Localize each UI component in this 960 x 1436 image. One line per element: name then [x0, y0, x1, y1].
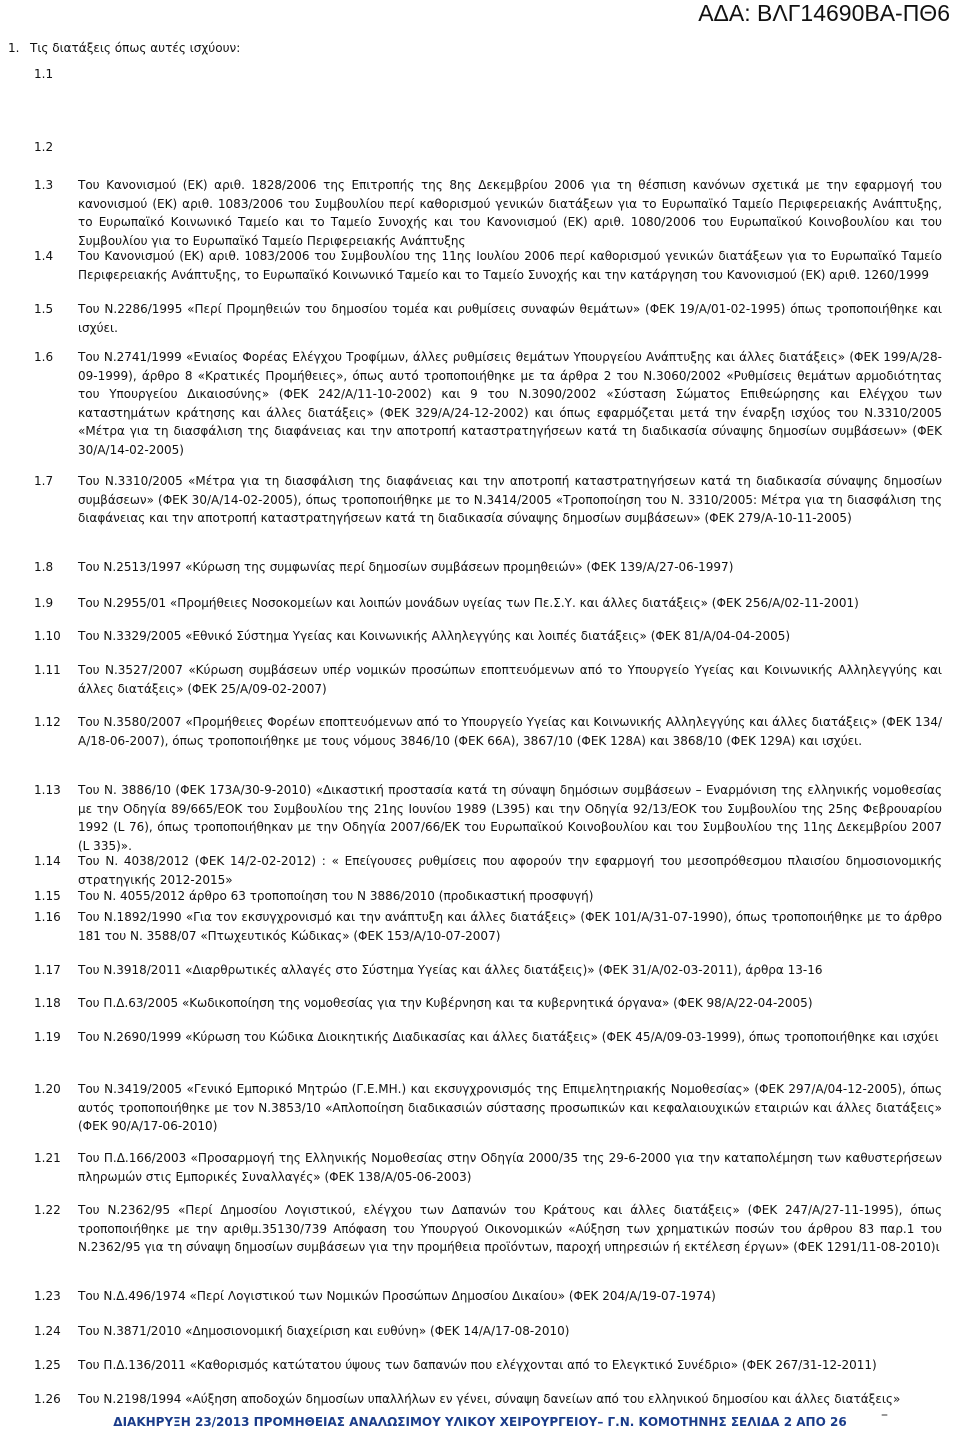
- item-number: 1.11: [34, 663, 61, 677]
- item-number: 1.14: [34, 854, 61, 868]
- item-number: 1.21: [34, 1151, 61, 1165]
- page-footer: ΔΙΑΚΗΡΥΞΗ 23/2013 ΠΡΟΜΗΘΕΙΑΣ ΑΝΑΛΩΣΙΜΟΥ ΥΛΙΚΟΥ ΧΕΙΡΟΥΡΓΕΙΟΥ– Γ.Ν. ΚΟΜΟΤΗΝΗΣ ΣΕΛΙΔΑ 2 ΑΠΟ 26: [113, 1415, 847, 1429]
- item-text: Του Π.Δ.63/2005 «Κωδικοποίηση της νομοθεσίας για την Κυβέρνηση και τα κυβερνητικά όργανα» (ΦΕΚ 98/Α/22-04-2005): [78, 996, 813, 1010]
- item-number: 1.4: [34, 249, 54, 263]
- item-text: Του Ν.3310/2005 «Μέτρα για τη διασφάλιση της διαφάνειας και την αποτροπή καταστρατηγήσεων κατά τη διαδικασία σύναψης δημοσίων συμβάσεων» (ΦΕΚ 30/Α/14-02-2005), όπως τροποποιήθηκε με το Ν.3414/2005 «Τροποποίηση του Ν. 3310/2005: Μέτρα για τη διασφάλιση της διαφάνειας και την αποτροπή καταστρατηγήσεων κατά τη διαδικασία σύναψης δημοσίων συμβάσεων» (ΦΕΚ 279/Α-10-11-2005): [78, 474, 942, 525]
- item-number: 1.23: [34, 1289, 61, 1303]
- item-text: Του Ν.2362/95 «Περί Δημοσίου Λογιστικού, ελέγχου των Δαπανών του Κράτους και άλλες διατάξεις» (ΦΕΚ 247/Α/27-11-1995), όπως τροποποιήθηκε με την αριθμ.35130/739 Απόφαση του Υπουργού Οικονομικών «Αύξηση των χρηματικών ποσών του άρθρου 83 παρ.1 του Ν.2362/95 για τη σύναψη δημοσίων συμβάσεων για την προμήθεια προϊόντων, παροχή υπηρεσιών ή εκτέλεση έργων» (ΦΕΚ 1291/11-08-2010)ι: [78, 1203, 942, 1254]
- item-number: 1.22: [34, 1203, 61, 1217]
- ada-code: ΑΔΑ: ΒΛΓ14690ΒΑ-ΠΘ6: [698, 0, 950, 26]
- item-text: Του Ν.Δ.496/1974 «Περί Λογιστικού των Νομικών Προσώπων Δημοσίου Δικαίου» (ΦΕΚ 204/Α/19-07-1974): [78, 1289, 716, 1303]
- item-number: 1.2: [34, 140, 54, 154]
- item-number: 1.25: [34, 1358, 61, 1372]
- item-text: Του Ν.2741/1999 «Ενιαίος Φορέας Ελέγχου Τροφίμων, άλλες ρυθμίσεις θεμάτων Υπουργείου Ανάπτυξης και άλλες διατάξεις» (ΦΕΚ 199/Α/28-09-1999), άρθρο 8 «Κρατικές Προμήθειες», όπως αυτό τροποποιήθηκε με τα άρθρα 2 του Ν.3060/2002 «Ρυθμίσεις θεμάτων αρμοδιότητας του Υπουργείου Δικαιοσύνης» (ΦΕΚ 242/Α/11-10-2002) και 9 του Ν.3090/2002 «Σύσταση Σώματος Επιθεώρησης και Ελέγχου των καταστημάτων κράτησης και άλλες διατάξεις» (ΦΕΚ 329/Α/24-12-2002) και όπως εφαρμόζεται μετά την έναρξη ισχύος του Ν.3310/2005 «Μέτρα για τη διασφάλιση της διαφάνειας και την αποτροπή καταστρατηγήσεων κατά τη διαδικασία σύναψης δημοσίων συμβάσεων» (ΦΕΚ 30/Α/14-02-2005): [78, 350, 942, 457]
- item-number: 1.6: [34, 350, 54, 364]
- item-text: Του Π.Δ.136/2011 «Καθορισμός κατώτατου ύψους των δαπανών που ελέγχονται από το Ελεγκτικό Συνέδριο» (ΦΕΚ 267/31-12-2011): [78, 1358, 877, 1372]
- item-number: 1.9: [34, 596, 54, 610]
- item-text: Του Κανονισμού (ΕΚ) αριθ. 1828/2006 της Επιτροπής της 8ης Δεκεμβρίου 2006 για τη θέσπιση κανόνων σχετικά με την εφαρμογή του κανονισμού (ΕΚ) αριθ. 1083/2006 του Συμβουλίου περί καθορισμού γενικών διατάξεων για το Ευρωπαϊκό Ταμείο Περιφερειακής Ανάπτυξης, το Ευρωπαϊκό Κοινωνικό Ταμείο και το Ταμείο Συνοχής και του Κανονισμού (ΕΚ) αριθ. 1080/2006 του Ευρωπαϊκού Κοινοβουλίου και του Συμβουλίου για το Ευρωπαϊκό Ταμείο Περιφερειακής Ανάπτυξης: [78, 178, 942, 248]
- section-number: 1.: [8, 41, 20, 55]
- item-text: Του Ν.1892/1990 «Για τον εκσυγχρονισμό και την ανάπτυξη και άλλες διατάξεις» (ΦΕΚ 101/Α/31-07-1990), όπως τροποποιήθηκε με το άρθρο 181 του Ν. 3588/07 «Πτωχευτικός Κώδικας» (ΦΕΚ 153/Α/10-07-2007): [78, 910, 942, 943]
- item-number: 1.20: [34, 1082, 61, 1096]
- item-number: 1.24: [34, 1324, 61, 1338]
- item-number: 1.13: [34, 783, 61, 797]
- section-heading: [8, 40, 240, 56]
- item-number: 1.18: [34, 996, 61, 1010]
- item-text: Του Ν. 4055/2012 άρθρο 63 τροποποίηση του Ν 3886/2010 (προδικαστική προσφυγή): [78, 889, 594, 903]
- item-number: 1.16: [34, 910, 61, 924]
- item-number: 1.15: [34, 889, 61, 903]
- item-text: Του Ν.3527/2007 «Κύρωση συμβάσεων υπέρ νομικών προσώπων εποπτευόμενων από το Υπουργείο Υγείας και Κοινωνικής Αλληλεγγύης και άλλες διατάξεις» (ΦΕΚ 25/Α/09-02-2007): [78, 663, 942, 696]
- item-text: Του Ν.2955/01 «Προμήθειες Νοσοκομείων και λοιπών μονάδων υγείας των Πε.Σ.Υ. και άλλες διατάξεις» (ΦΕΚ 256/Α/02-11-2001): [78, 596, 859, 610]
- item-number: 1.7: [34, 474, 54, 488]
- item-text: Του Ν. 3886/10 (ΦΕΚ 173Α/30-9-2010) «Δικαστική προστασία κατά τη σύναψη δημόσιων συμβάσεων – Εναρμόνιση της ελληνικής νομοθεσίας με την Οδηγία 89/665/ΕΟΚ του Συμβουλίου της 21ης Ιουνίου 1989 (L395) και την Οδηγία 92/13/ΕΟΚ του Συμβουλίου της 25ης Φεβρουαρίου 1992 (L 76), όπως τροποποιήθηκαν με την Οδηγία 2007/66/ΕΚ του Ευρωπαϊκού Κοινοβουλίου και του Συμβουλίου της 11ης Δεκεμβρίου 2007 (L 335)».: [78, 783, 942, 853]
- item-text: Του Ν.3871/2010 «Δημοσιονομική διαχείριση και ευθύνη» (ΦΕΚ 14/Α/17-08-2010): [78, 1324, 570, 1338]
- item-number: 1.10: [34, 629, 61, 643]
- item-number: 1.3: [34, 178, 54, 192]
- footer-mark: –: [881, 1407, 888, 1423]
- item-number: 1.12: [34, 715, 61, 729]
- item-number: 1.17: [34, 963, 61, 977]
- section-title: Τις διατάξεις όπως αυτές ισχύουν:: [30, 41, 241, 55]
- item-text: Του Ν.3419/2005 «Γενικό Εμπορικό Μητρώο (Γ.Ε.ΜΗ.) και εκσυγχρονισμός της Επιμελητηριακής Νομοθεσίας» (ΦΕΚ 297/Α/04-12-2005), όπως αυτός τροποποιήθηκε με τον Ν.3853/10 «Απλοποίηση διαδικασιών σύστασης προσωπικών και κεφαλαιουχικών εταιριών και άλλες διατάξεις» (ΦΕΚ 90/Α/17-06-2010): [78, 1082, 942, 1133]
- item-text: Του Ν.2286/1995 «Περί Προμηθειών του δημοσίου τομέα και ρυθμίσεις συναφών θεμάτων» (ΦΕΚ 19/Α/01-02-1995) όπως τροποποιήθηκε και ισχύει.: [78, 302, 942, 335]
- item-number: 1.1: [34, 67, 54, 81]
- item-text: Του Ν.3329/2005 «Εθνικό Σύστημα Υγείας και Κοινωνικής Αλληλεγγύης και λοιπές διατάξεις» (ΦΕΚ 81/Α/04-04-2005): [78, 629, 791, 643]
- item-number: 1.5: [34, 302, 54, 316]
- item-text: Του Ν.3918/2011 «Διαρθρωτικές αλλαγές στο Σύστημα Υγείας και άλλες διατάξεις)» (ΦΕΚ 31/Α/02-03-2011), άρθρα 13-16: [78, 963, 823, 977]
- item-text: Του Ν. 4038/2012 (ΦΕΚ 14/2-02-2012) : « Επείγουσες ρυθμίσεις που αφορούν την εφαρμογή του μεσοπρόθεσμου πλαισίου δημοσιονομικής στρατηγικής 2012-2015»: [78, 854, 942, 887]
- item-text: Του Ν.3580/2007 «Προμήθειες Φορέων εποπτευόμενων από το Υπουργείο Υγείας και Κοινωνικής Αλληλεγγύης και άλλες διατάξεις» (ΦΕΚ 134/Α/18-06-2007), όπως τροποποιήθηκε με τους νόμους 3846/10 (ΦΕΚ 66Α), 3867/10 (ΦΕΚ 128Α) και 3868/10 (ΦΕΚ 129Α) και ισχύει.: [78, 715, 942, 748]
- item-text: Του Κανονισμού (ΕΚ) αριθ. 1083/2006 του Συμβουλίου της 11ης Ιουλίου 2006 περί καθορισμού γενικών διατάξεων για το Ευρωπαϊκό Ταμείο Περιφερειακής Ανάπτυξης, το Ευρωπαϊκό Κοινωνικό Ταμείο και το Ταμείο Συνοχής και την κατάργηση του Κανονισμού (ΕΚ) αριθ. 1260/1999: [78, 249, 942, 282]
- item-text: Του Ν.2513/1997 «Κύρωση της συμφωνίας περί δημοσίων συμβάσεων προμηθειών» (ΦΕΚ 139/Α/27-06-1997): [78, 560, 734, 574]
- item-number: 1.19: [34, 1030, 61, 1044]
- item-text: Του Ν.2198/1994 «Αύξηση αποδοχών δημοσίων υπαλλήλων εν γένει, σύναψη δανείων από του ελληνικού δημοσίου και άλλες διατάξεις»: [78, 1392, 901, 1406]
- item-text: Του Ν.2690/1999 «Κύρωση του Κώδικα Διοικητικής Διαδικασίας και άλλες διατάξεις» (ΦΕΚ 45/Α/09-03-1999), όπως τροποποιήθηκε και ισχύει: [78, 1030, 939, 1044]
- item-number: 1.8: [34, 560, 54, 574]
- item-text: Του Π.Δ.166/2003 «Προσαρμογή της Ελληνικής Νομοθεσίας στην Οδηγία 2000/35 της 29-6-2000 για την καταπολέμηση των καθυστερήσεων πληρωμών στις Εμπορικές Συναλλαγές» (ΦΕΚ 138/Α/05-06-2003): [78, 1151, 942, 1184]
- item-number: 1.26: [34, 1392, 61, 1406]
